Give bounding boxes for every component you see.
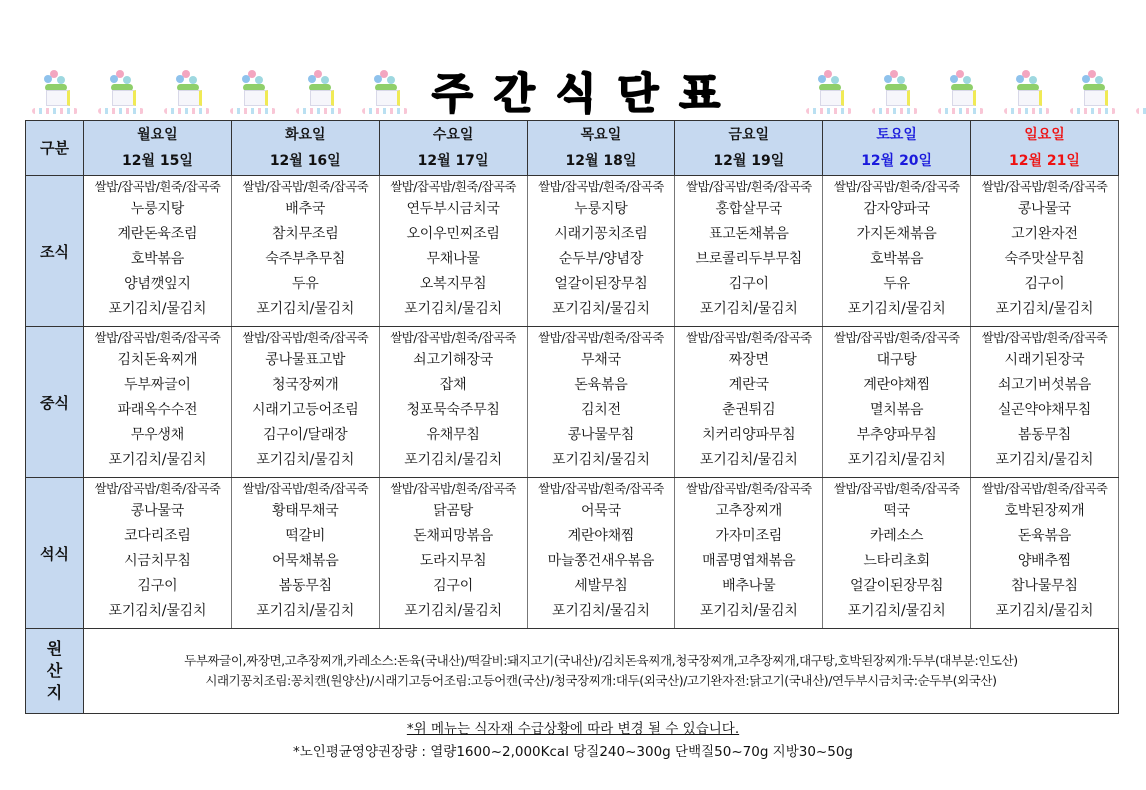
dish-item: 포기김치/물김치 bbox=[995, 301, 1094, 317]
day-date: 12월 18일 bbox=[565, 153, 637, 169]
menu-cell-thu bbox=[527, 176, 675, 327]
origin-info bbox=[84, 629, 1119, 714]
day-name: 토요일 bbox=[876, 127, 917, 143]
dish-item: 돈육볶음 bbox=[574, 377, 628, 393]
dish-item: 파래옥수수전 bbox=[117, 402, 198, 418]
dish-item: 황태무채국 bbox=[271, 503, 339, 519]
menu-cell-mon bbox=[84, 478, 232, 629]
dish-item: 숙주맛살무침 bbox=[1004, 251, 1085, 267]
dish-item: 포기김치/물김치 bbox=[108, 603, 207, 619]
title-char: 표 bbox=[679, 69, 722, 118]
dish-item: 포기김치/물김치 bbox=[404, 452, 502, 468]
day-name: 금요일 bbox=[728, 127, 770, 143]
staple-options: 쌀밥/잡곡밥/흰죽/잡곡죽 bbox=[390, 330, 516, 345]
dish-item: 어묵국 bbox=[580, 503, 621, 519]
menu-cell-fri bbox=[675, 478, 823, 629]
dish-item: 도라지무침 bbox=[419, 553, 487, 569]
dish-item: 카레소스 bbox=[869, 528, 924, 544]
dish-item: 어묵채볶음 bbox=[271, 553, 339, 569]
dish-item: 포기김치/물김치 bbox=[699, 301, 798, 317]
dish-item: 숙주부추무침 bbox=[265, 251, 346, 267]
dish-item: 양념깻잎지 bbox=[124, 276, 191, 292]
staple-options: 쌀밥/잡곡밥/흰죽/잡곡죽 bbox=[981, 330, 1108, 345]
staple-options: 쌀밥/잡곡밥/흰죽/잡곡죽 bbox=[686, 179, 812, 194]
meal-row bbox=[26, 176, 1119, 327]
title-char: 간 bbox=[493, 69, 537, 118]
dish-item: 가지돈채볶음 bbox=[856, 226, 937, 242]
dish-item: 봄동무침 bbox=[1017, 427, 1072, 443]
dish-item: 호박볶음 bbox=[130, 251, 185, 267]
menu-cell-tue bbox=[231, 176, 379, 327]
staple-options: 쌀밥/잡곡밥/흰죽/잡곡죽 bbox=[94, 179, 221, 194]
day-header-fri bbox=[675, 121, 823, 176]
origin-line: 시래기꽁치조림:꽁치캔(원양산)/시래기고등어조림:고등어캔(국산)/청국장찌개:대두(외국산)/고기완자전:닭고기(국내산)/연두부시금치국:순두부(외국산) bbox=[205, 673, 997, 688]
flower-pot-icon bbox=[356, 64, 414, 120]
menu-cell-sun bbox=[971, 478, 1119, 629]
nutrition-guideline: *노인평균영양권장량 : 열량1600~2,000Kcal 당질240~300g 단백질50~70g 지방30~50g bbox=[293, 744, 853, 760]
day-date: 12월 16일 bbox=[269, 153, 341, 169]
dish-item: 누룽지탕 bbox=[130, 201, 185, 217]
dish-item: 짜장면 bbox=[728, 352, 769, 368]
dish-item: 오복지무침 bbox=[419, 276, 487, 292]
dish-item: 청국장찌개 bbox=[271, 377, 339, 393]
dish-item: 김구이 bbox=[433, 578, 474, 594]
title-char: 주 bbox=[432, 69, 475, 118]
staple-options: 쌀밥/잡곡밥/흰죽/잡곡죽 bbox=[686, 330, 812, 345]
dish-item: 계란국 bbox=[728, 377, 769, 393]
dish-item: 포기김치/물김치 bbox=[256, 452, 355, 468]
dish-item: 순두부/양념장 bbox=[558, 251, 644, 267]
dish-item: 닭곰탕 bbox=[433, 503, 474, 519]
menu-cell-tue bbox=[231, 327, 379, 478]
dish-item: 포기김치/물김치 bbox=[552, 301, 650, 317]
origin-label-char: 산 bbox=[46, 661, 63, 680]
dish-item: 돈육볶음 bbox=[1017, 528, 1072, 544]
dish-item: 호박볶음 bbox=[869, 251, 924, 267]
dish-item: 포기김치/물김치 bbox=[404, 301, 502, 317]
menu-cell-sun bbox=[971, 327, 1119, 478]
day-date: 12월 15일 bbox=[121, 153, 193, 169]
day-date: 12월 19일 bbox=[713, 153, 785, 169]
menu-cell-wed bbox=[379, 327, 527, 478]
dish-item: 얼갈이된장무침 bbox=[554, 276, 648, 292]
origin-line: 두부짜글이,짜장면,고추장찌개,카레소스:돈육(국내산)/떡갈비:돼지고기(국내산)/김치돈육찌개,청국장찌개,고추장찌개,대구탕,호박된장찌개:두부(대부분:인도산) bbox=[184, 653, 1018, 668]
menu-cell-mon bbox=[84, 176, 232, 327]
staple-options: 쌀밥/잡곡밥/흰죽/잡곡죽 bbox=[390, 179, 516, 194]
day-date: 12월 20일 bbox=[861, 153, 933, 169]
dish-item: 느타리초회 bbox=[863, 553, 930, 569]
day-name: 일요일 bbox=[1024, 127, 1065, 143]
dish-item: 계란야채찜 bbox=[863, 377, 930, 393]
dish-item: 시래기고등어조림 bbox=[251, 402, 359, 418]
dish-item: 콩나물무침 bbox=[567, 427, 635, 443]
dish-item: 누룽지탕 bbox=[574, 201, 628, 217]
dish-item: 가자미조림 bbox=[715, 528, 783, 544]
day-header-sun bbox=[971, 121, 1119, 176]
flower-pot-icon bbox=[866, 64, 924, 120]
staple-options: 쌀밥/잡곡밥/흰죽/잡곡죽 bbox=[538, 179, 664, 194]
dish-item: 김구이 bbox=[1024, 276, 1065, 292]
flower-pot-icon bbox=[290, 64, 348, 120]
weekly-menu-table bbox=[25, 120, 1119, 714]
dish-item: 청포묵숙주무침 bbox=[406, 402, 500, 418]
origin-label-char: 지 bbox=[46, 683, 63, 702]
origin-label bbox=[26, 629, 84, 714]
staple-options: 쌀밥/잡곡밥/흰죽/잡곡죽 bbox=[242, 179, 369, 194]
staple-options: 쌀밥/잡곡밥/흰죽/잡곡죽 bbox=[242, 330, 369, 345]
dish-item: 콩나물국 bbox=[130, 503, 185, 519]
dish-item: 포기김치/물김치 bbox=[552, 452, 650, 468]
dish-item: 포기김치/물김치 bbox=[552, 603, 650, 619]
dish-item: 김치전 bbox=[580, 402, 621, 418]
dish-item: 브로콜리두부무침 bbox=[695, 251, 803, 267]
flower-pot-icon bbox=[1130, 64, 1146, 120]
dish-item: 포기김치/물김치 bbox=[699, 603, 798, 619]
dish-item: 두부짜글이 bbox=[124, 377, 191, 393]
title-char: 식 bbox=[555, 69, 599, 118]
dish-item: 홍합살무국 bbox=[715, 201, 783, 217]
dish-item: 포기김치/물김치 bbox=[995, 603, 1094, 619]
menu-cell-sat bbox=[823, 176, 971, 327]
flower-pot-icon bbox=[92, 64, 150, 120]
dish-item: 춘권튀김 bbox=[722, 402, 776, 418]
dish-item: 부추양파무침 bbox=[856, 427, 937, 443]
day-header-mon bbox=[84, 121, 232, 176]
dish-item: 코다리조림 bbox=[124, 528, 191, 544]
day-header-sat bbox=[823, 121, 971, 176]
dish-item: 마늘쫑건새우볶음 bbox=[547, 553, 655, 569]
dish-item: 두유 bbox=[883, 276, 910, 292]
dish-item: 김구이 bbox=[728, 276, 769, 292]
dish-item: 콩나물표고밥 bbox=[265, 352, 346, 368]
dish-item: 포기김치/물김치 bbox=[404, 603, 502, 619]
dish-item: 콩나물국 bbox=[1017, 201, 1072, 217]
flower-pot-icon bbox=[26, 64, 84, 120]
flower-pot-icon bbox=[998, 64, 1056, 120]
dish-item: 김치돈육찌개 bbox=[117, 352, 198, 368]
dish-item: 참치무조림 bbox=[271, 226, 339, 242]
meal-row bbox=[26, 478, 1119, 629]
dish-item: 포기김치/물김치 bbox=[847, 603, 946, 619]
staple-options: 쌀밥/잡곡밥/흰죽/잡곡죽 bbox=[538, 481, 664, 496]
menu-change-notice: *위 메뉴는 식자재 수급상황에 따라 변경 될 수 있습니다. bbox=[406, 721, 740, 737]
flower-pot-icon bbox=[158, 64, 216, 120]
staple-options: 쌀밥/잡곡밥/흰죽/잡곡죽 bbox=[390, 481, 516, 496]
dish-item: 배추국 bbox=[285, 201, 326, 217]
dish-item: 무채국 bbox=[580, 352, 621, 368]
dish-item: 연두부시금치국 bbox=[406, 201, 500, 217]
menu-cell-sat bbox=[823, 478, 971, 629]
dish-item: 매콤명엽채볶음 bbox=[702, 553, 796, 569]
dish-item: 포기김치/물김치 bbox=[699, 452, 798, 468]
meal-row bbox=[26, 327, 1119, 478]
staple-options: 쌀밥/잡곡밥/흰죽/잡곡죽 bbox=[833, 179, 960, 194]
dish-item: 고추장찌개 bbox=[715, 503, 783, 519]
staple-options: 쌀밥/잡곡밥/흰죽/잡곡죽 bbox=[981, 179, 1108, 194]
flower-decoration-left bbox=[26, 64, 414, 120]
menu-cell-sat bbox=[823, 327, 971, 478]
dish-item: 김구이 bbox=[137, 578, 178, 594]
dish-item: 실곤약야채무침 bbox=[997, 402, 1092, 418]
dish-item: 오이우민찌조림 bbox=[406, 226, 500, 242]
dish-item: 포기김치/물김치 bbox=[847, 452, 946, 468]
dish-item: 계란야채찜 bbox=[567, 528, 635, 544]
dish-item: 표고돈채볶음 bbox=[708, 226, 789, 242]
staple-options: 쌀밥/잡곡밥/흰죽/잡곡죽 bbox=[242, 481, 369, 496]
dish-item: 시금치무침 bbox=[124, 553, 191, 569]
dish-item: 고기완자전 bbox=[1011, 226, 1078, 242]
dish-item: 참나물무침 bbox=[1011, 578, 1078, 594]
dish-item: 감자양파국 bbox=[863, 201, 930, 217]
dish-item: 두유 bbox=[291, 276, 319, 292]
header-row bbox=[26, 121, 1119, 176]
menu-cell-sun bbox=[971, 176, 1119, 327]
dish-item: 배추나물 bbox=[722, 578, 776, 594]
menu-cell-tue bbox=[231, 478, 379, 629]
staple-options: 쌀밥/잡곡밥/흰죽/잡곡죽 bbox=[981, 481, 1108, 496]
dish-item: 포기김치/물김치 bbox=[995, 452, 1094, 468]
origin-label-char: 원 bbox=[46, 639, 63, 658]
flower-pot-icon bbox=[932, 64, 990, 120]
menu-cell-thu bbox=[527, 478, 675, 629]
flower-decoration-right bbox=[800, 64, 1146, 120]
menu-cell-wed bbox=[379, 176, 527, 327]
menu-cell-wed bbox=[379, 478, 527, 629]
dish-item: 무채나물 bbox=[426, 251, 480, 267]
dish-item: 떡갈비 bbox=[285, 528, 326, 544]
dish-item: 호박된장찌개 bbox=[1004, 503, 1085, 519]
dish-item: 돈채피망볶음 bbox=[413, 528, 494, 544]
day-header-wed bbox=[379, 121, 527, 176]
day-date: 12월 21일 bbox=[1009, 153, 1080, 169]
menu-cell-thu bbox=[527, 327, 675, 478]
staple-options: 쌀밥/잡곡밥/흰죽/잡곡죽 bbox=[94, 330, 221, 345]
dish-item: 포기김치/물김치 bbox=[256, 603, 355, 619]
flower-pot-icon bbox=[1064, 64, 1122, 120]
day-name: 화요일 bbox=[284, 127, 326, 143]
dish-item: 대구탕 bbox=[876, 352, 917, 368]
dish-item: 쇠고기버섯볶음 bbox=[997, 377, 1092, 393]
dish-item: 포기김치/물김치 bbox=[256, 301, 355, 317]
menu-cell-fri bbox=[675, 176, 823, 327]
dish-item: 시래기된장국 bbox=[1004, 352, 1085, 368]
dish-item: 유채무침 bbox=[426, 427, 480, 443]
dish-item: 양배추찜 bbox=[1017, 553, 1072, 569]
staple-options: 쌀밥/잡곡밥/흰죽/잡곡죽 bbox=[538, 330, 664, 345]
meal-label: 조식 bbox=[26, 176, 84, 327]
page-title bbox=[432, 64, 722, 118]
title-char: 단 bbox=[617, 69, 661, 118]
staple-options: 쌀밥/잡곡밥/흰죽/잡곡죽 bbox=[686, 481, 812, 496]
staple-options: 쌀밥/잡곡밥/흰죽/잡곡죽 bbox=[94, 481, 221, 496]
menu-cell-fri bbox=[675, 327, 823, 478]
dish-item: 계란돈육조림 bbox=[117, 226, 198, 242]
dish-item: 잡채 bbox=[439, 377, 467, 393]
category-header: 구분 bbox=[26, 121, 84, 176]
staple-options: 쌀밥/잡곡밥/흰죽/잡곡죽 bbox=[833, 330, 960, 345]
day-header-tue bbox=[231, 121, 379, 176]
dish-item: 시래기꽁치조림 bbox=[554, 226, 648, 242]
meal-label: 석식 bbox=[26, 478, 84, 629]
menu-cell-mon bbox=[84, 327, 232, 478]
day-name: 수요일 bbox=[432, 127, 474, 143]
day-date: 12월 17일 bbox=[417, 153, 489, 169]
origin-row bbox=[26, 629, 1119, 714]
dish-item: 치커리양파무침 bbox=[702, 427, 796, 443]
day-name: 월요일 bbox=[137, 127, 178, 143]
dish-item: 얼갈이된장무침 bbox=[850, 578, 944, 594]
dish-item: 김구이/달래장 bbox=[263, 427, 348, 443]
staple-options: 쌀밥/잡곡밥/흰죽/잡곡죽 bbox=[833, 481, 960, 496]
dish-item: 세발무침 bbox=[574, 578, 628, 594]
dish-item: 멸치볶음 bbox=[869, 402, 924, 418]
dish-item: 봄동무침 bbox=[278, 578, 332, 594]
dish-item: 포기김치/물김치 bbox=[108, 452, 207, 468]
meal-label: 중식 bbox=[26, 327, 84, 478]
flower-pot-icon bbox=[800, 64, 858, 120]
day-name: 목요일 bbox=[580, 127, 622, 143]
day-header-thu bbox=[527, 121, 675, 176]
dish-item: 무우생채 bbox=[130, 427, 185, 443]
dish-item: 쇠고기해장국 bbox=[413, 352, 494, 368]
flower-pot-icon bbox=[224, 64, 282, 120]
dish-item: 떡국 bbox=[883, 503, 910, 519]
dish-item: 포기김치/물김치 bbox=[108, 301, 207, 317]
dish-item: 포기김치/물김치 bbox=[847, 301, 946, 317]
